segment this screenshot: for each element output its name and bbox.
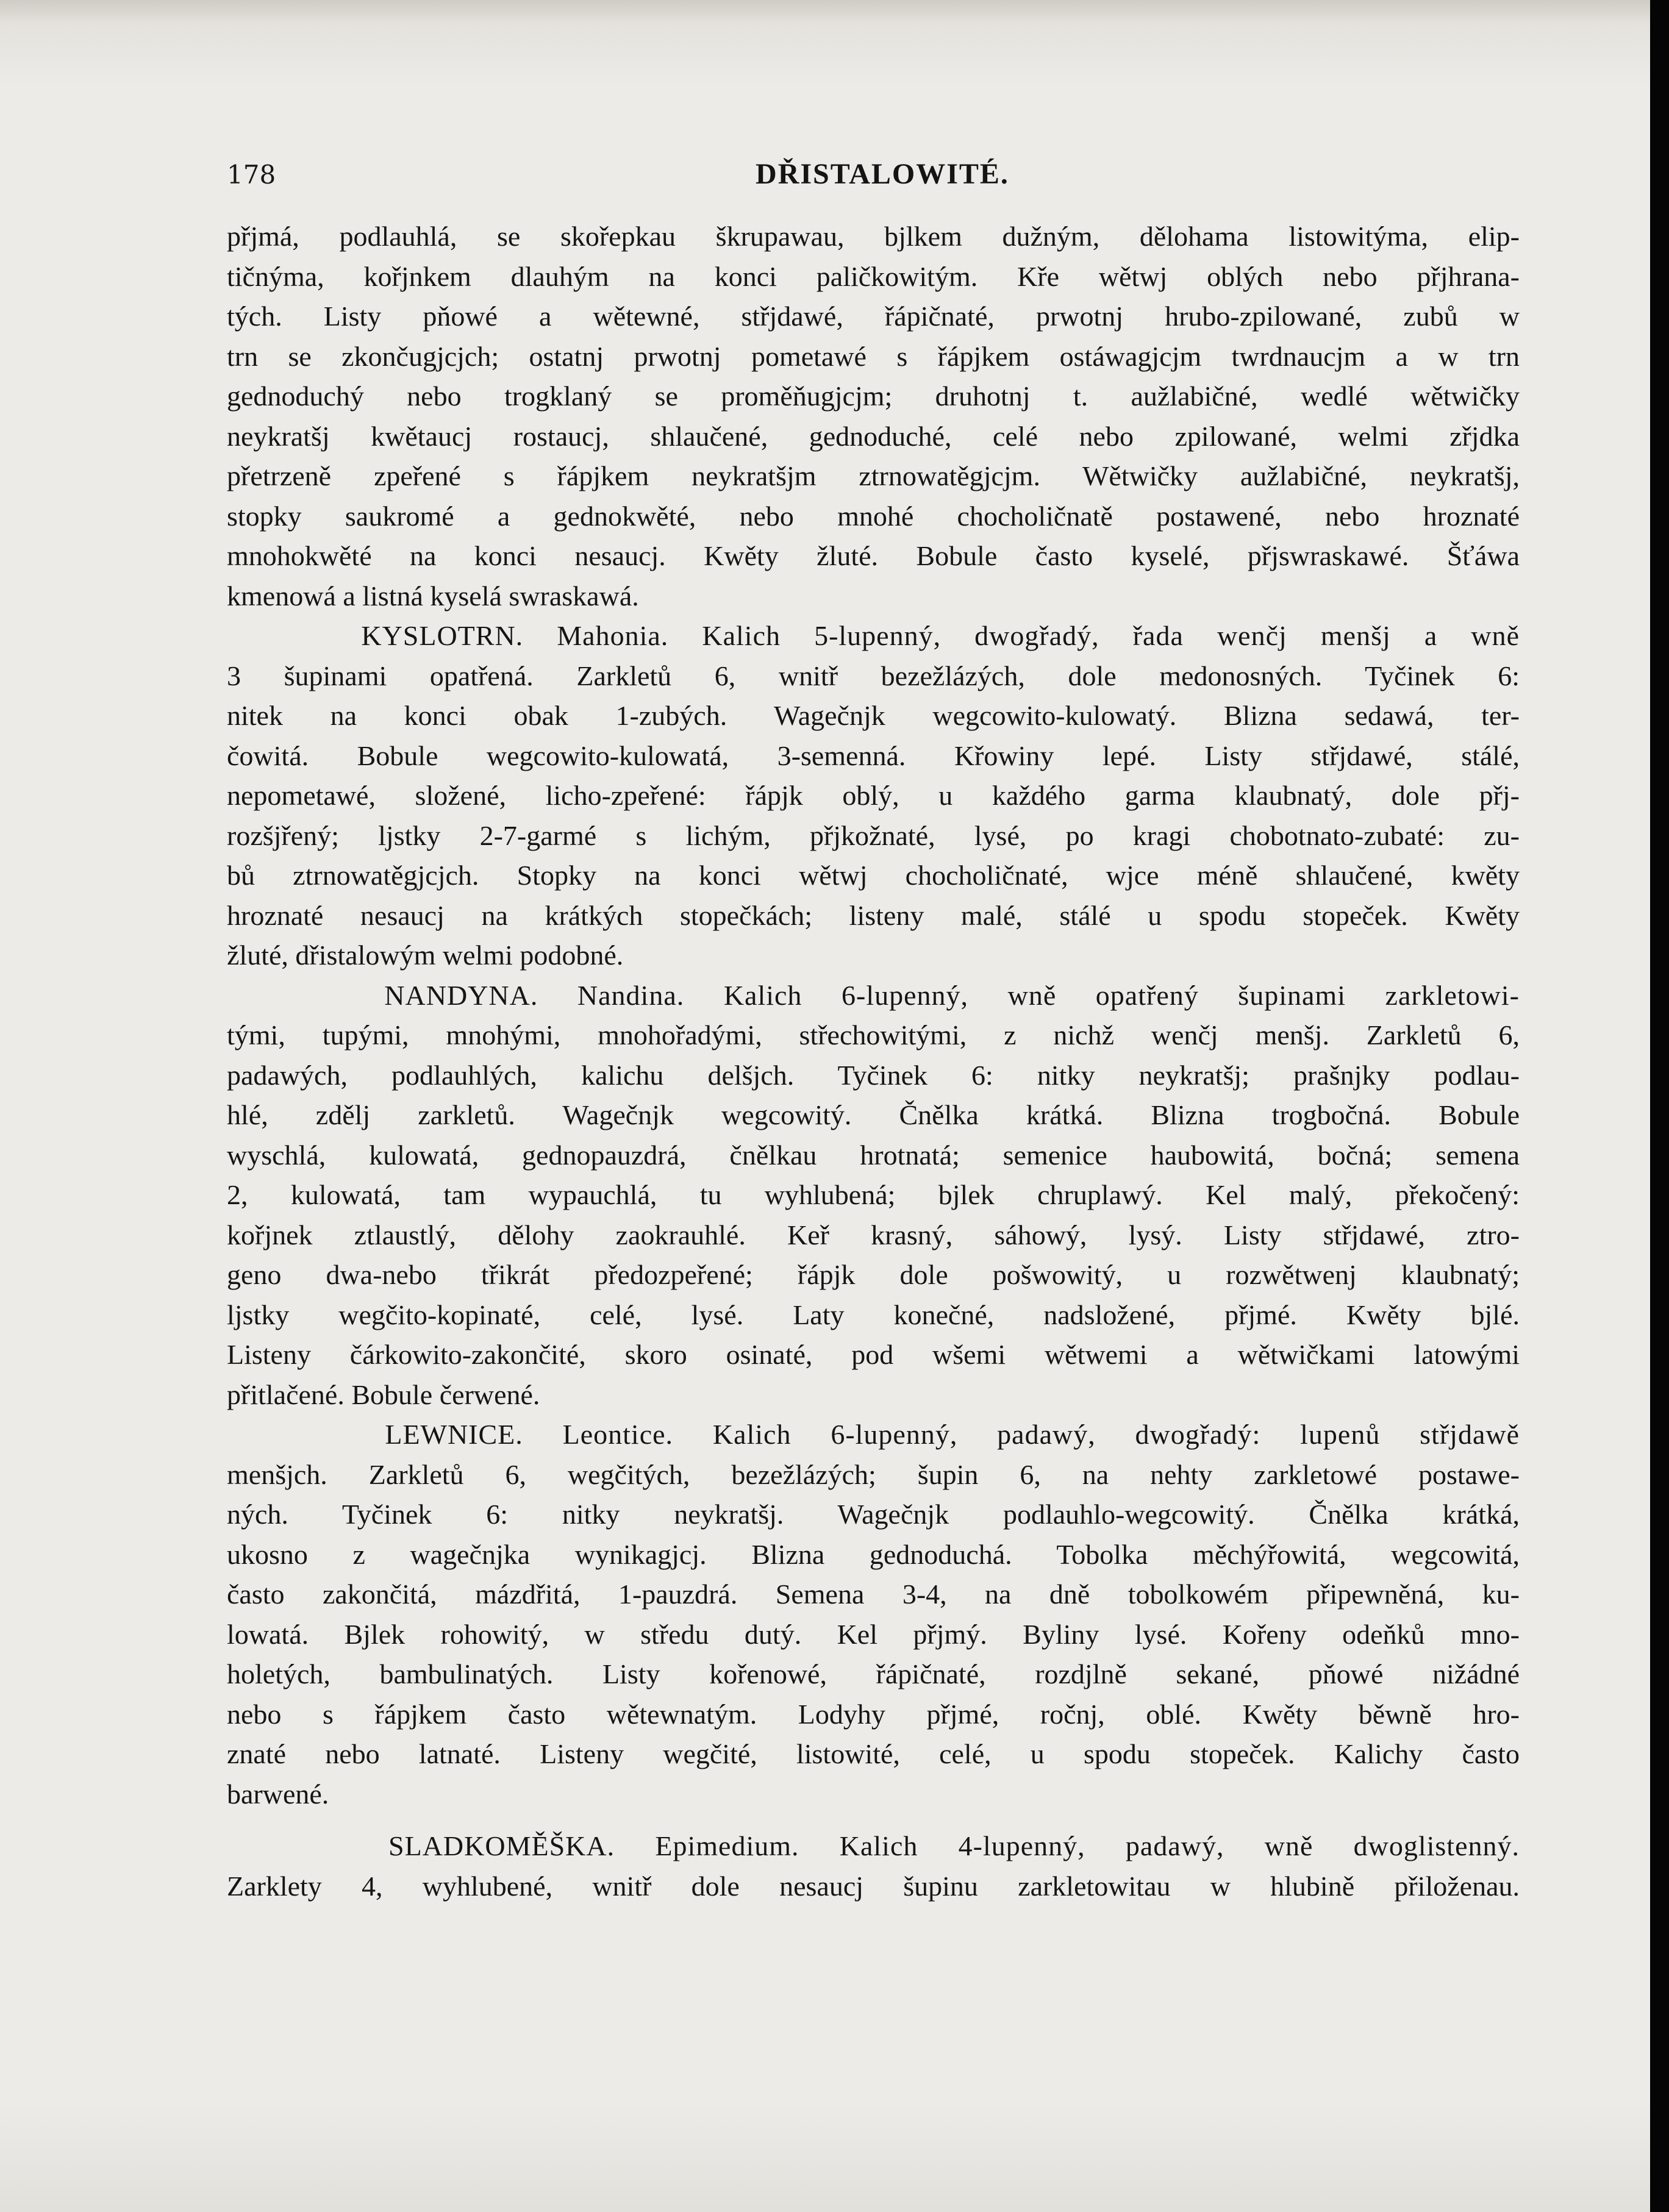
text-line: lowatá. Bjlek rohowitý, w středu dutý. Kel přjmý. Byliny lysé. Kořeny odeňků mno- [227, 1618, 1520, 1650]
text-line: Listeny čárkowito-zakončité, skoro osinaté, pod wšemi wětwemi a wětwičkami latowými [227, 1339, 1520, 1370]
paragraph-gap [227, 1814, 1520, 1826]
text-line: často zakončitá, mázdřitá, 1-pauzdrá. Semena 3-4, na dně tobolkowém připewněná, ku- [227, 1579, 1520, 1610]
text-line: holetých, bambulinatých. Listy kořenowé, řápičnaté, rozdjlně sekané, pňowé nižádné [227, 1658, 1520, 1689]
text-line: tičnýma, kořjnkem dlauhým na konci paličkowitým. Kře wětwj oblých nebo přjhrana- [227, 260, 1520, 292]
text-line: nepometawé, složené, licho-zpeřené: řápjk oblý, u každého garma klaubnatý, dole přj- [227, 780, 1520, 811]
text-line: wyschlá, kulowatá, gednopauzdrá, čnělkau hrotnatá; semenice haubowitá, bočná; semena [227, 1139, 1520, 1171]
text-line: tými, tupými, mnohými, mnohořadými, střechowitými, z nichž wenčj menšj. Zarkletů 6, [227, 1019, 1520, 1051]
genus-entry-kyslotrn: KYSLOTRN. Mahonia. Kalich 5-lupenný, dwogřadý, řada wenčj menšj a wně [227, 620, 1520, 651]
text-line: 3 šupinami opatřená. Zarkletů 6, wnitř bezežlázých, dole medonosných. Tyčinek 6: [227, 660, 1520, 691]
running-head: DŘISTALOWITÉ. [756, 158, 1009, 190]
text-line: žluté, dřistalowým welmi podobné. [227, 940, 624, 971]
text-line: přetrzeně zpeřené s řápjkem neykratšjm ztrnowatěgjcjm. Wětwičky aužlabičné, neykratšj, [227, 460, 1520, 491]
scan-edge [1650, 0, 1669, 2212]
text-line: menšjch. Zarkletů 6, wegčitých, bezežlázých; šupin 6, na nehty zarkletowé postawe- [227, 1458, 1520, 1490]
text-line: kořjnek ztlaustlý, dělohy zaokrauhlé. Keř krasný, sáhowý, lysý. Listy střjdawé, ztro- [227, 1219, 1520, 1250]
text-line: čowitá. Bobule wegcowito-kulowatá, 3-semenná. Křowiny lepé. Listy střjdawé, stálé, [227, 740, 1520, 771]
text-line: rozšjřený; ljstky 2-7-garmé s lichým, přjkožnaté, lysé, po kragi chobotnato-zubaté: zu- [227, 819, 1520, 851]
text-line: přitlačené. Bobule čerwené. [227, 1379, 540, 1410]
genus-entry-lewnice: LEWNICE. Leontice. Kalich 6-lupenný, padawý, dwogřadý: lupenů střjdawě [227, 1419, 1520, 1450]
text-line: přjmá, podlauhlá, se skořepkau škrupawau, bjlkem dužným, dělohama listowitýma, elip- [227, 221, 1520, 252]
text-line: nebo s řápjkem často wětewnatým. Lodyhy přjmé, ročnj, oblé. Kwěty běwně hro- [227, 1698, 1520, 1730]
text-line: 2, kulowatá, tam wypauchlá, tu wyhlubená; bjlek chruplawý. Kel malý, překočený: [227, 1179, 1520, 1210]
page-header [227, 152, 1538, 201]
text-line: tých. Listy pňowé a wětewné, střjdawé, řápičnaté, prwotnj hrubo-zpilowané, zubů w [227, 301, 1520, 332]
text-line: stopky saukromé a gednokwěté, nebo mnohé chocholičnatě postawené, nebo hroznaté [227, 500, 1520, 532]
text-line: bů ztrnowatěgjcjch. Stopky na konci wětwj chocholičnaté, wjce méně shlaučené, kwěty [227, 860, 1520, 891]
text-line: kmenowá a listná kyselá swraskawá. [227, 580, 639, 612]
genus-entry-nandyna: NANDYNA. Nandina. Kalich 6-lupenný, wně opatřený šupinami zarkletowi- [227, 979, 1520, 1011]
body-text [227, 216, 1520, 1906]
text-line: ljstky wegčito-kopinaté, celé, lysé. Laty konečné, nadsložené, přjmé. Kwěty bjlé. [227, 1299, 1520, 1330]
text-line: Zarklety 4, wyhlubené, wnitř dole nesaucj šupinu zarkletowitau w hlubině přiloženau. [227, 1870, 1520, 1902]
text-line: mnohokwěté na konci nesaucj. Kwěty žluté. Bobule často kyselé, přjswraskawé. Šťáwa [227, 540, 1520, 571]
text-line: gednoduchý nebo trogklaný se proměňugjcjm; druhotnj t. aužlabičné, wedlé wětwičky [227, 380, 1520, 412]
text-line: barwené. [227, 1778, 329, 1810]
text-line: ných. Tyčinek 6: nitky neykratšj. Wagečnjk podlauhlo-wegcowitý. Čnělka krátká, [227, 1499, 1520, 1530]
text-line: znaté nebo latnaté. Listeny wegčité, listowité, celé, u spodu stopeček. Kalichy často [227, 1738, 1520, 1769]
page-number: 178 [227, 160, 276, 190]
text-line: ukosno z wagečnjka wynikagjcj. Blizna gednoduchá. Tobolka měchýřowitá, wegcowitá, [227, 1538, 1520, 1570]
text-line: hlé, zdělj zarkletů. Wagečnjk wegcowitý. Čnělka krátká. Blizna trogbočná. Bobule [227, 1099, 1520, 1130]
text-line: padawých, podlauhlých, kalichu delšjch. Tyčinek 6: nitky neykratšj; prašnjky podlau- [227, 1059, 1520, 1091]
genus-entry-sladkomeska: SLADKOMĚŠKA. Epimedium. Kalich 4-lupenný, padawý, wně dwoglistenný. [227, 1830, 1520, 1861]
text-line: nitek na konci obak 1-zubých. Wagečnjk wegcowito-kulowatý. Blizna sedawá, ter- [227, 700, 1520, 731]
text-line: trn se zkončugjcjch; ostatnj prwotnj pometawé s řápjkem ostáwagjcjm twrdnaucjm a w trn [227, 340, 1520, 372]
text-line: geno dwa-nebo třikrát předozpeřené; řápjk dole pošwowitý, u rozwětwenj klaubnatý; [227, 1259, 1520, 1290]
text-line: hroznaté nesaucj na krátkých stopečkách; listeny malé, stálé u spodu stopeček. Kwěty [227, 899, 1520, 931]
text-line: neykratšj kwětaucj rostaucj, shlaučené, gednoduché, celé nebo zpilowané, welmi zřjdka [227, 420, 1520, 452]
